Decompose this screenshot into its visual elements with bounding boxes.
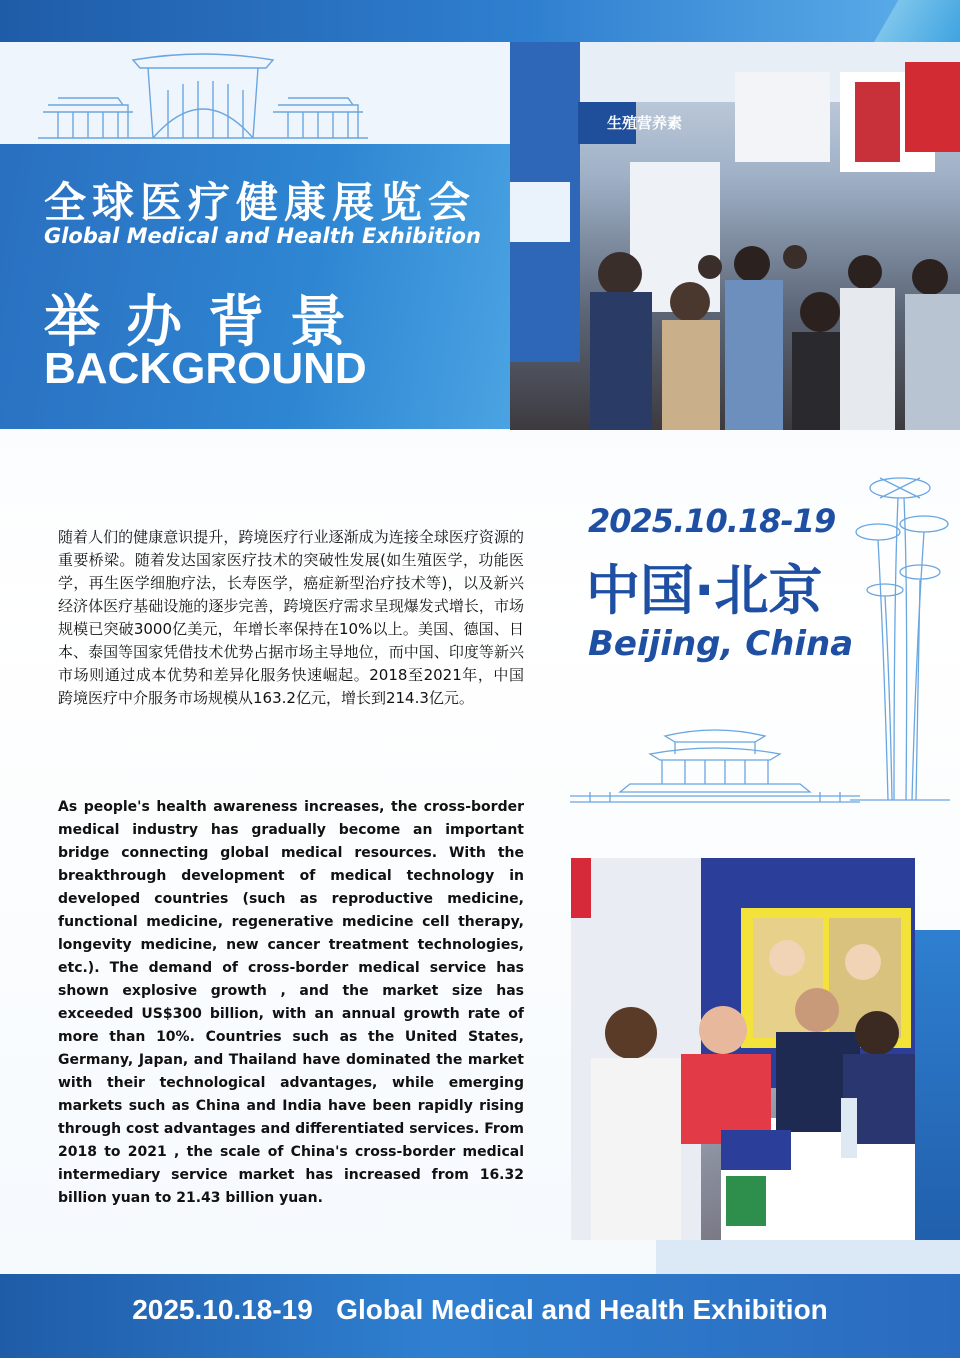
forbidden-city-line-art — [570, 722, 860, 804]
event-city-en: Beijing, China — [588, 624, 854, 664]
section-title-cn: 举办背景 — [44, 290, 372, 355]
olympic-tower-line-art — [850, 470, 950, 810]
footer-text: 2025.10.18-19 Global Medical and Health Exhibition — [132, 1294, 828, 1325]
top-banner-strip — [0, 0, 960, 42]
exhibition-crowd-photo — [510, 42, 960, 430]
bottom-light-bar — [656, 1240, 960, 1275]
right-accent-bar — [915, 930, 960, 1275]
event-date: 2025.10.18-19 — [588, 502, 836, 540]
section-title-en: BACKGROUND — [44, 344, 367, 393]
exhibition-title-en: Global Medical and Health Exhibition — [44, 224, 481, 248]
exhibition-title-cn: 全球医疗健康展览会 — [44, 178, 477, 227]
crowd-photo-illustration — [510, 42, 960, 430]
top-strip-accent — [840, 0, 960, 42]
event-city-cn: 中国·北京 — [586, 559, 823, 622]
exhibition-hall-line-art — [38, 50, 368, 142]
background-text-cn: 随着人们的健康意识提升，跨境医疗行业逐渐成为连接全球医疗资源的重要桥梁。随着发达国家医疗技术的突破性发展(如生殖医学，功能医学，再生医学细胞疗法，长寿医学，癌症新型治疗技术等)，以及新兴经济体医疗基础设施的逐步完善，跨境医疗需求呈现爆发式增长，市场规模已突破3000亿美元，年增长率保持在10%以上。美国、德国、日本、泰国等国家凭借技术优势占据市场主导地位，而中国、印度等新兴市场则通过成本优势和差异化服务快速崛起。2018至2021年，中国跨境医疗中介服务市场规模从163.2亿元，增长到214.3亿元。 — [58, 528, 524, 707]
booth-sign-text: 生殖营养素 — [607, 114, 683, 132]
booth-meeting-photo — [571, 858, 915, 1240]
background-text-en: As people's health awareness increases, the cross-border medical industry has gradually become an important bridge connecting global medical resources. With the breakthrough development of medical technology in developed countries (such as reproductive medicine, functional medicine, regenerative medicine cell therapy, longevity medicine, new cancer treatment technologies, etc.). The demand of cross-border medical service has shown explosive growth , and the market size has exceeded US$300 billion, with an annual growth rate of more than 10%. Countries such as the United States, Germany, Japan, and Thailand have dominated the market with their technological advantages, while emerging markets such as China and India have been rapidly rising through cost advantages and differentiated services. From 2018 to 2021 , the scale of China's cross-border medical intermediary service market has increased from 16.32 billion yuan to 21.43 billion yuan. — [58, 799, 524, 1206]
meeting-photo-illustration — [571, 858, 915, 1240]
